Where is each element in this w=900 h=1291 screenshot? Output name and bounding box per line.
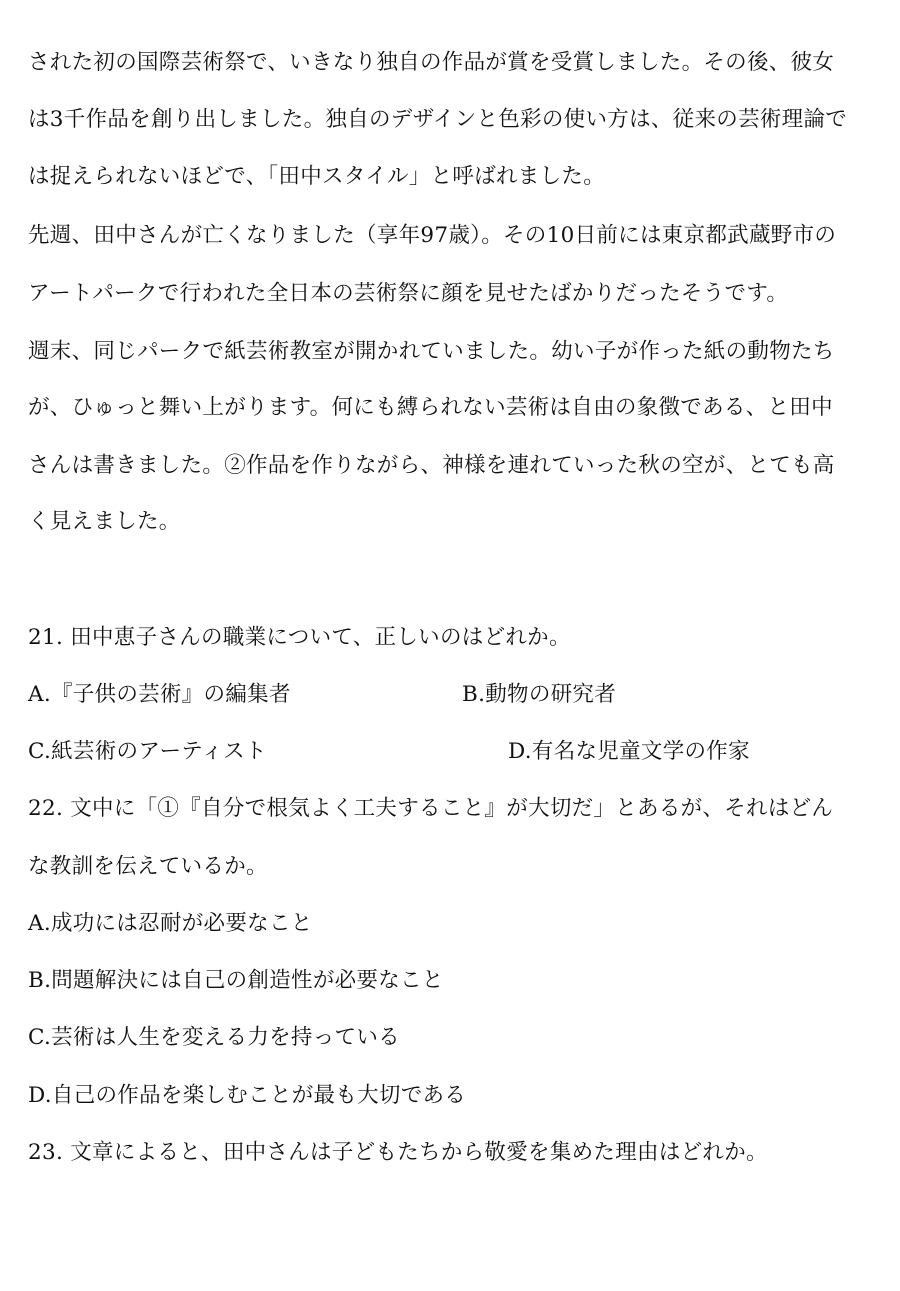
- question-21-option-b: B.動物の研究者: [462, 682, 617, 707]
- question-22-option-d: D.自己の作品を楽しむことが最も大切である: [28, 1083, 467, 1108]
- passage-line-9: く見えました。: [28, 509, 181, 534]
- question-21-option-d: D.有名な児童文学の作家: [508, 739, 750, 764]
- question-21-option-a: A.『子供の芸術』の編集者: [28, 682, 291, 707]
- question-21-stem: 21. 田中恵子さんの職業について、正しいのはどれか。: [28, 625, 571, 650]
- passage-line-4: 先週、田中さんが亡くなりました（享年97歳）。その10日前には東京都武蔵野市の: [28, 223, 837, 248]
- question-22-stem-line-1: 22. 文中に「①『自分で根気よく工夫すること』が大切だ」とあるが、それはどん: [28, 796, 834, 821]
- passage-line-5: アートパークで行われた全日本の芸術祭に顔を見せたばかりだったそうです。: [28, 281, 789, 306]
- question-22-stem-line-2: な教訓を伝えているか。: [28, 854, 268, 879]
- passage-line-6: 週末、同じパークで紙芸術教室が開かれていました。幼い子が作った紙の動物たち: [28, 339, 835, 364]
- question-22-option-c: C.芸術は人生を変える力を持っている: [28, 1025, 400, 1050]
- passage-line-8: さんは書きました。②作品を作りながら、神様を連れていった秋の空が、とても高: [28, 453, 835, 478]
- passage-line-1: された初の国際芸術祭で、いきなり独自の作品が賞を受賞しました。その後、彼女: [28, 50, 835, 75]
- passage-line-7: が、ひゅっと舞い上がります。何にも縛られない芸術は自由の象徴である、と田中: [28, 395, 833, 420]
- passage-line-2: は3千作品を創り出しました。独自のデザインと色彩の使い方は、従来の芸術理論で: [28, 107, 848, 132]
- question-23-stem: 23. 文章によると、田中さんは子どもたちから敬愛を集めた理由はどれか。: [28, 1140, 768, 1165]
- question-21-option-c: C.紙芸術のアーティスト: [28, 739, 267, 764]
- question-22-option-b: B.問題解決には自己の創造性が必要なこと: [28, 968, 444, 993]
- passage-line-3: は捉えられないほどで、「田中スタイル」と呼ばれました。: [28, 164, 605, 189]
- question-22-option-a: A.成功には忍耐が必要なこと: [28, 911, 313, 936]
